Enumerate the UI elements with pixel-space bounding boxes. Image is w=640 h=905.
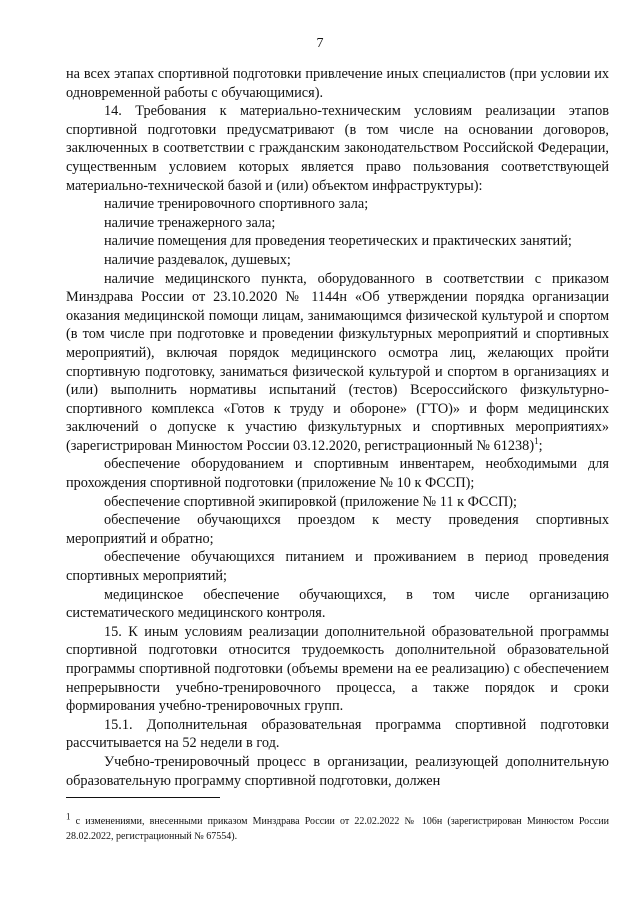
paragraph: обеспечение спортивной экипировкой (приложение № 11 к ФССП); xyxy=(104,493,518,510)
footnote-marker: 1 xyxy=(66,811,71,822)
footnote-separator xyxy=(66,797,220,798)
footnote xyxy=(66,811,609,844)
paragraph-text: наличие медицинского пункта, оборудованного в соответствии с приказом Минздрава России от 23.10.2020 № 1144н «Об утверждении порядка организации оказания медицинской помощи лицам, занимающимся физической культурой и спортом (в том числе при подготовке и проведении физкультурных мероприятий и спортивных мероприятий), включая порядок медицинского осмотра лиц, желающих пройти спортивную подготовку, заниматься физической культурой и спортом в организациях и (или) выполнить нормативы испытаний (тестов) Всероссийского физкультурно-спортивного комплекса «Готов к труду и обороне» (ГТО)» и форм медицинских заключений о допуске к участию физкультурных и спортивных мероприятиях» (зарегистрирован Минюстом России 03.12.2020, регистрационный № 61238) xyxy=(66,270,609,454)
paragraph: на всех этапах спортивной подготовки привлечение иных специалистов (при условии их одновременной работы с обучающимися). xyxy=(66,66,609,101)
paragraph: обеспечение обучающихся питанием и проживанием в период проведения спортивных мероприятий; xyxy=(66,549,609,585)
paragraph: наличие раздевалок, душевых; xyxy=(104,251,291,268)
paragraph: наличие помещения для проведения теоретических и практических занятий; xyxy=(104,233,572,250)
paragraph: обеспечение обучающихся проездом к месту проведения спортивных мероприятий и обратно; xyxy=(66,512,609,547)
paragraph: Учебно-тренировочный процесс в организации, реализующей дополнительную образовательную программу спортивной подготовки, должен xyxy=(66,753,609,789)
footnote-text: с изменениями, внесенными приказом Минздрава России от 22.02.2022 № 106н (зарегистрирован Минюстом России 28.02.2022, регистрационный № 67554). xyxy=(66,816,609,842)
paragraph: обеспечение оборудованием и спортивным инвентарем, необходимыми для прохождения спортивной подготовки (приложение № 10 к ФССП); xyxy=(66,456,609,492)
paragraph: 15.1. Дополнительная образовательная программа спортивной подготовки рассчитывается на 52 недели в год. xyxy=(66,716,609,752)
paragraph: медицинское обеспечение обучающихся, в том числе организацию систематического медицинского контроля. xyxy=(66,586,609,622)
paragraph: наличие тренировочного спортивного зала; xyxy=(104,196,369,213)
paragraph-with-footnote: наличие медицинского пункта, оборудованного в соответствии с приказом Минздрава России от 23.10.2020 № 1144н «Об утверждении порядка организации оказания медицинской помощи лицам, занимающимся физической культурой и спортом (в том числе при подготовке и проведении физкультурных мероприятий и спортивных мероприятий), включая порядок медицинского осмотра лиц, желающих пройти спортивную подготовку, заниматься физической культурой и спортом в организациях и (или) выполнить нормативы испытаний (тестов) Всероссийского физкультурно-спортивного комплекса «Готов к труду и обороне» (ГТО)» и форм медицинских заключений о допуске к участию физкультурных и спортивных мероприятиях» (зарегистрирован Минюстом России 03.12.2020, регистрационный № 61238)$^1$; xyxy=(66,270,609,454)
document-body xyxy=(66,65,609,790)
paragraph: 14. Требования к материально-техническим условиям реализации этапов спортивной подготовки предусматривают (в том числе на основании договоров, заключенных в соответствии с гражданским законодательством Российской Федерации, существенным условием которых является право пользования соответствующей материально-технической базой и (или) объектом инфраструктуры): xyxy=(66,103,609,194)
page-number: 7 xyxy=(316,36,324,51)
paragraph: 15. К иным условиям реализации дополнительной образовательной программы спортивной подготовки относится трудоемкость дополнительной образовательной программы спортивной подготовки (объемы времени на ее реализацию) с обеспечением непрерывности учебно-тренировочного процесса, а также порядок и сроки формирования учебно-тренировочных групп. xyxy=(66,623,609,715)
paragraph: наличие тренажерного зала; xyxy=(104,214,276,231)
footnote-reference: 1 xyxy=(534,436,539,447)
